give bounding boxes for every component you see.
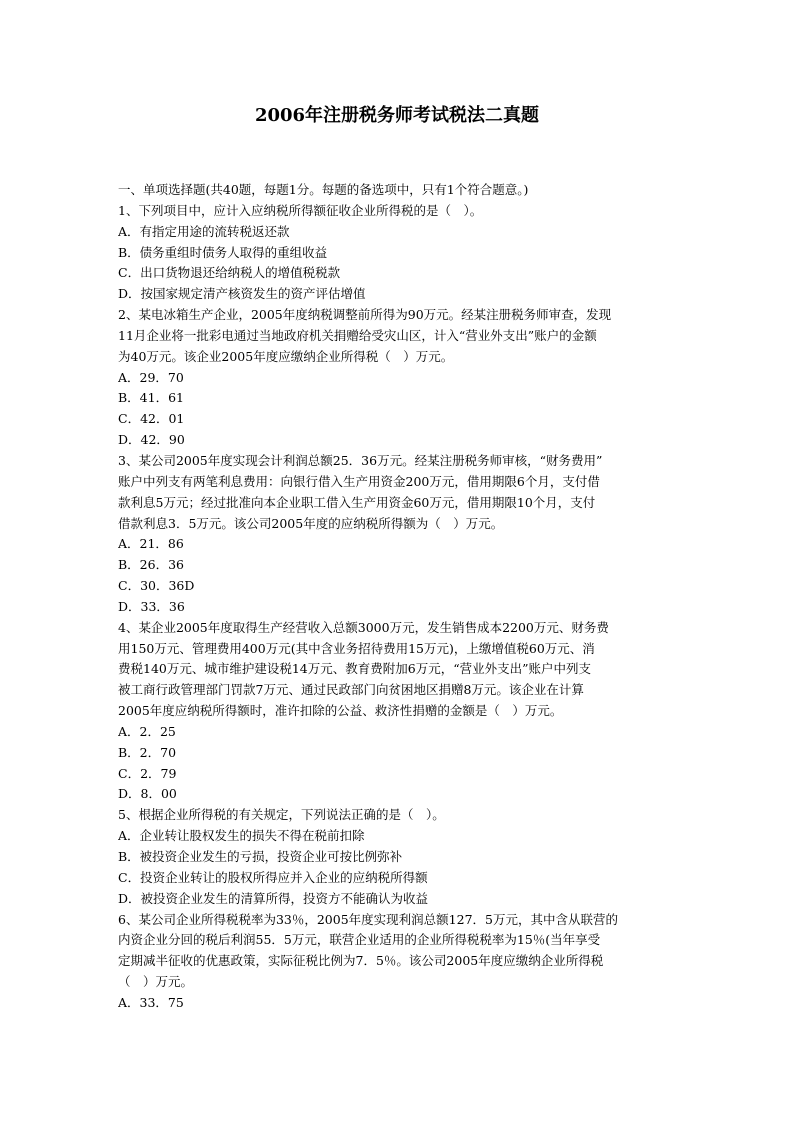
question-3-option-b: B．26．36: [118, 557, 184, 573]
question-4-option-a: A．2．25: [118, 723, 176, 739]
question-6-line-1: 6、某公司企业所得税税率为33％，2005年度实现利润总额127．5万元，其中含从联营的: [118, 911, 618, 927]
question-1-option-b: B．债务重组时债务人取得的重组收益: [118, 244, 328, 260]
question-2-option-d: D．42．90: [118, 432, 185, 448]
question-3-option-a: A．21．86: [118, 536, 184, 552]
question-1-option-a: A．有指定用途的流转税返还款: [118, 223, 290, 239]
question-4-line-4: 被工商行政管理部门罚款7万元、通过民政部门向贫困地区捐赠8万元。该企业在计算: [118, 682, 584, 698]
document-body: [118, 180, 678, 1014]
question-6-line-2: 内资企业分回的税后利润55．5万元，联营企业适用的企业所得税税率为15％(当年享受: [118, 932, 601, 948]
question-5-option-b: B．被投资企业发生的亏损，投资企业可按比例弥补: [118, 849, 403, 864]
question-3-option-d: D．33．36: [118, 598, 185, 614]
question-6-line-3: 定期减半征收的优惠政策，实际征税比例为7．5％。该公司2005年度应缴纳企业所得税: [118, 953, 604, 969]
question-1-option-d: D．按国家规定清产核资发生的资产评估增值: [118, 286, 366, 302]
question-4-option-c: C．2．79: [118, 765, 177, 781]
question-4-line-1: 4、某企业2005年度取得生产经营收入总额3000万元，发生销售成本2200万元、财务费: [118, 619, 609, 635]
question-5-option-d: D．被投资企业发生的清算所得，投资方不能确认为收益: [118, 890, 429, 906]
question-2-line-3: 为40万元。该企业2005年度应缴纳企业所得税（ ）万元。: [118, 348, 454, 364]
question-2-option-a: A．29．70: [118, 369, 184, 385]
question-4-line-2: 用150万元、管理费用400万元(其中含业务招待费用15万元)，上缴增值税60万元、消: [118, 640, 595, 656]
question-4-line-3: 费税140万元、城市维护建设税14万元、教育费附加6万元，“营业外支出”账户中列支: [118, 661, 591, 677]
question-2-option-c: C．42．01: [118, 411, 185, 427]
question-4-option-b: B．2．70: [118, 744, 177, 760]
question-2-line-2: 11月企业将一批彩电通过当地政府机关捐赠给受灾山区，计入“营业外支出”账户的金额: [118, 327, 597, 343]
question-5: 5、根据企业所得税的有关规定，下列说法正确的是（ ）。: [118, 807, 445, 823]
question-3-line-1: 3、某公司2005年度实现会计利润总额25．36万元。经某注册税务师审核，“财务费用”: [118, 452, 603, 468]
question-5-option-a: A．企业转让股权发生的损失不得在税前扣除: [118, 828, 365, 844]
document-title: 2006年注册税务师考试税法二真题: [254, 105, 540, 126]
question-4-option-d: D．8．00: [118, 786, 177, 802]
question-6-line-4: （ ）万元。: [118, 974, 194, 990]
question-4-line-5: 2005年度应纳税所得额时，准许扣除的公益、救济性捐赠的金额是（ ）万元。: [118, 703, 563, 719]
question-6-option-a: A．33．75: [118, 994, 184, 1010]
question-3-line-4: 借款利息3．5万元。该公司2005年度的应纳税所得额为（ ）万元。: [118, 515, 504, 531]
question-1: 1、下列项目中，应计入应纳税所得额征收企业所得税的是（ ）。: [118, 202, 483, 218]
section-heading: 一、单项选择题(共40题，每题1分。每题的备选项中，只有1个符合题意。): [118, 182, 529, 197]
question-5-option-c: C．投资企业转让的股权所得应并入企业的应纳税所得额: [118, 869, 428, 885]
question-2-option-b: B．41．61: [118, 390, 184, 406]
question-2-line-1: 2、某电冰箱生产企业，2005年度纳税调整前所得为90万元。经某注册税务师审查，发现: [118, 307, 612, 323]
question-3-line-2: 账户中列支有两笔利息费用：向银行借入生产用资金200万元，借用期限6个月，支付借: [118, 473, 600, 489]
question-3-option-c: C．30．36D: [118, 578, 195, 594]
question-3-line-3: 款利息5万元；经过批准向本企业职工借入生产用资金60万元，借用期限10个月，支付: [118, 494, 596, 510]
question-1-option-c: C．出口货物退还给纳税人的增值税税款: [118, 265, 341, 281]
